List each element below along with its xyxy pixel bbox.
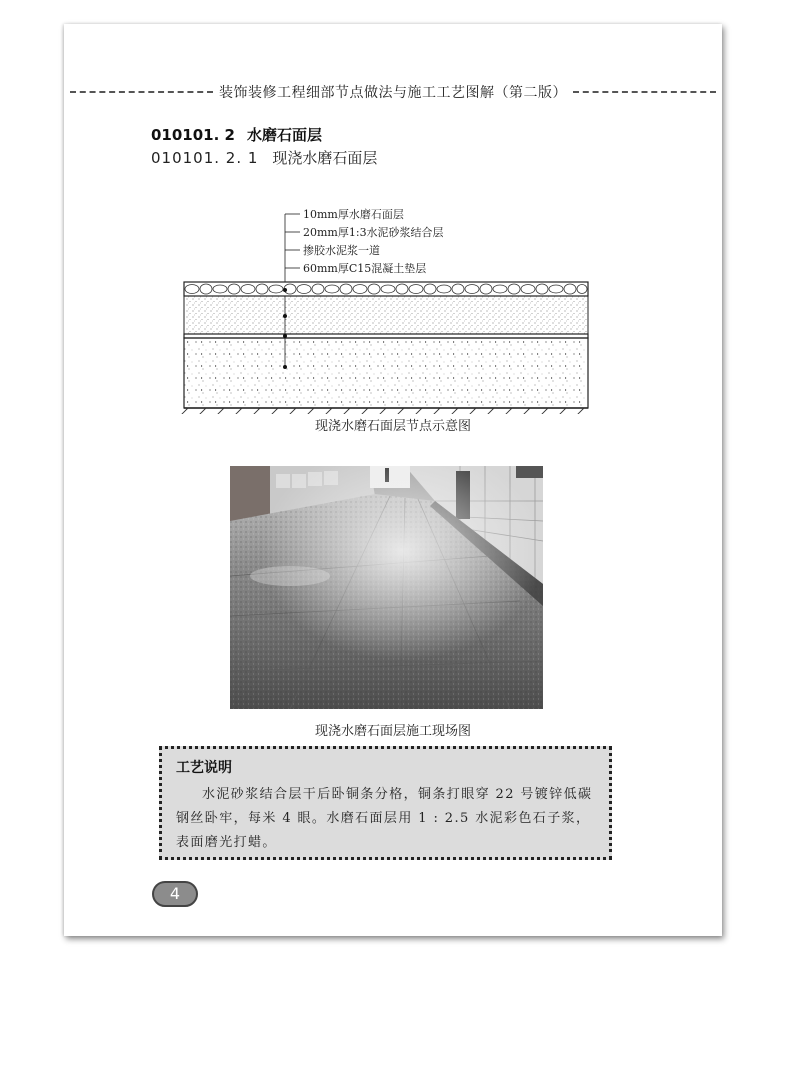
process-notes-body: 水泥砂浆结合层干后卧铜条分格，铜条打眼穿 22 号镀锌低碳钢丝卧牢，每米 4 眼。水磨石面层用 1 : 2.5 水泥彩色石子浆，表面磨光打蜡。 [176,787,593,850]
header-rule-right [573,91,716,93]
running-header [64,82,722,102]
label-terrazzo-layer: 10mm厚水磨石面层 [303,208,404,221]
process-notes-box [159,746,612,860]
section-title: 水磨石面层 [246,126,322,144]
cement-slurry-layer [184,334,588,338]
diagram-caption: 现浇水磨石面层节点示意图 [314,419,471,434]
photo-caption: 现浇水磨石面层施工现场图 [314,724,471,739]
section-heading [151,124,322,145]
section-number: 010101. 2 [151,126,235,144]
subsection-number: 010101. 2. 1 [151,149,259,167]
header-rule-left [70,91,213,93]
subsection-heading [151,147,377,168]
label-cement-slurry: 掺胶水泥浆一道 [303,244,380,257]
page-number-badge: 4 [152,881,198,907]
subsection-title: 现浇水磨石面层 [272,149,378,167]
mortar-layer [184,296,588,334]
book-title: 装饰装修工程细部节点做法与施工工艺图解（第二版） [219,85,567,101]
process-notes-title: 工艺说明 [176,760,232,776]
layer-section-diagram [180,184,590,414]
book-page [64,24,722,936]
ground-hatch [180,408,584,414]
label-mortar-layer: 20mm厚1:3水泥砂浆结合层 [303,226,444,239]
terrazzo-layer [184,282,588,296]
site-photo [230,466,543,709]
concrete-layer [184,338,588,408]
label-concrete-layer: 60mm厚C15混凝土垫层 [303,262,427,275]
